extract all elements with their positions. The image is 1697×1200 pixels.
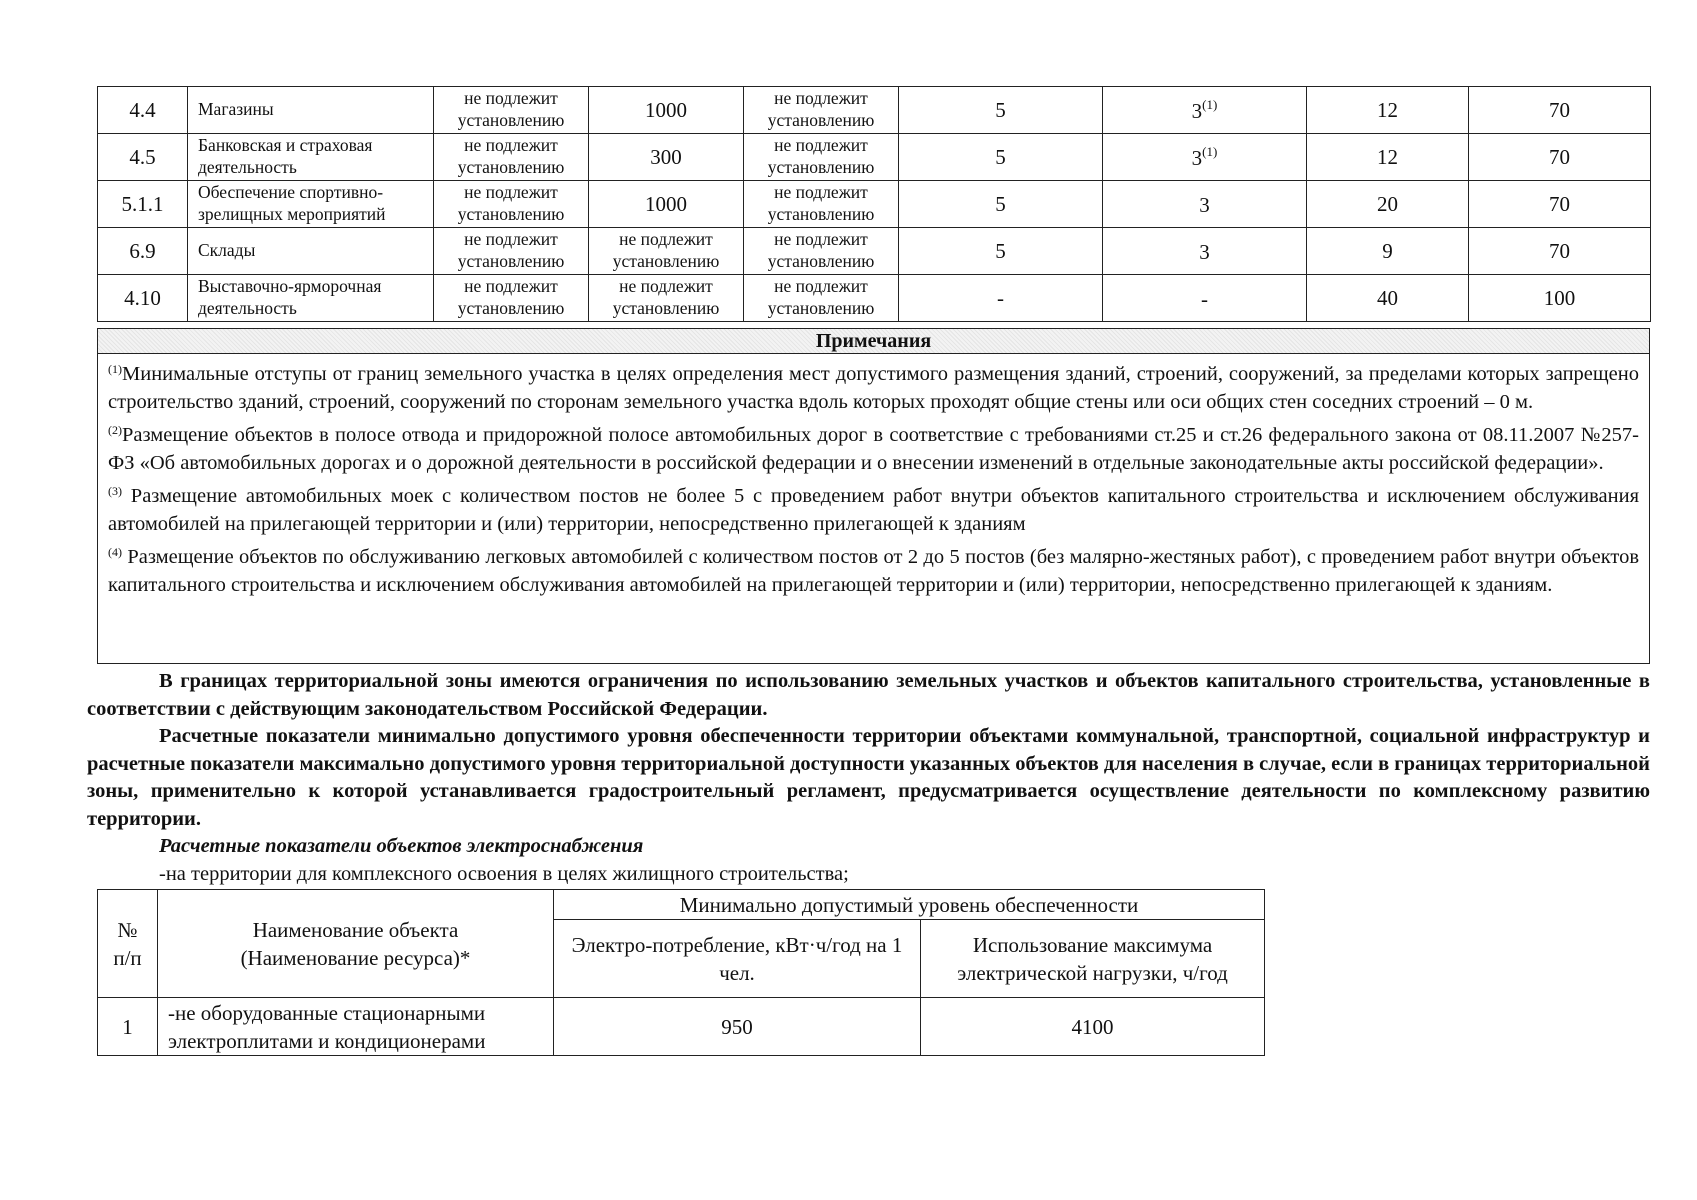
note-text: Размещение объектов по обслуживанию легковых автомобилей с количеством постов от 2 до 5 постов (без малярно-жестяных работ), с проведением работ внутри объектов капитального строительства и исключением обслуживания автомобилей на прилегающей территории и (или) территории, непосредственно прилегающей к зданиям. — [108, 546, 1639, 596]
cell-min-area — [589, 134, 744, 181]
note-text: Размещение объектов в полосе отвода и придорожной полосе автомобильных дорог в соответствие с требованиями ст.25 и ст.26 федерального закона от 08.11.2007 №257-ФЗ «Об автомобильных дорогах и о дорожной деятельности в российской федерации и о внесении изменений в отдельные законодательные акты российской федерации». — [108, 424, 1639, 474]
cell-text: не подлежит установлению — [457, 182, 565, 224]
cell-text: Выставочно-ярморочная деятельность — [198, 276, 382, 318]
cell-text: 4.4 — [129, 97, 156, 122]
cell-text: 70 — [1549, 144, 1570, 169]
note-marker: (2) — [108, 423, 122, 437]
cell-text: 40 — [1377, 285, 1398, 310]
cell-name — [188, 275, 434, 322]
cell-floors — [1103, 275, 1307, 322]
cell-code — [98, 181, 188, 228]
row-number: 1 — [98, 998, 158, 1056]
cell-text: 5 — [995, 191, 1006, 216]
cell-max-area-2 — [744, 275, 899, 322]
cell-text: не подлежит установлению — [457, 135, 565, 177]
cell-text: 1000 — [645, 191, 687, 216]
cell-name — [188, 181, 434, 228]
footnote-ref: (1) — [1202, 96, 1218, 112]
cell-max-area — [434, 87, 589, 134]
table-row — [98, 181, 1651, 228]
note-marker: (3) — [108, 484, 122, 498]
cell-height — [1307, 87, 1469, 134]
cell-max-area-2 — [744, 181, 899, 228]
indicators-paragraph: Расчетные показатели минимально допустимого уровня обеспеченности территории объектами коммунальной, транспортной, социальной инфраструктур и расчетные показатели максимально допустимого уровня территориальной доступности указанных объектов для населения в случае, если в границах территориальной зоны, применительно к которой устанавливается градостроительный регламент, предусматривается осуществление деятельности по комплексному развитию территории. — [87, 725, 1650, 830]
header-min-level: Минимально допустимый уровень обеспеченности — [554, 890, 1265, 920]
zoning-parameters-table — [97, 86, 1651, 322]
note-item — [108, 538, 1639, 599]
cell-coverage — [1469, 134, 1651, 181]
table-row — [98, 275, 1651, 322]
cell-text: не подлежит установлению — [767, 276, 875, 318]
cell-text: 3 — [1199, 239, 1210, 264]
cell-text: не подлежит установлению — [457, 88, 565, 130]
cell-floors — [1103, 181, 1307, 228]
cell-text: - — [1201, 286, 1208, 311]
cell-code — [98, 228, 188, 275]
cell-min-area — [589, 87, 744, 134]
cell-floors — [1103, 228, 1307, 275]
header-number: № п/п — [98, 890, 158, 998]
body-text — [87, 668, 1650, 888]
table-row — [98, 87, 1651, 134]
cell-height — [1307, 181, 1469, 228]
cell-max-area — [434, 181, 589, 228]
cell-text: Банковская и страховая деятельность — [198, 135, 373, 177]
cell-text: Обеспечение спортивно-зрелищных мероприятий — [198, 182, 386, 224]
table-row — [98, 134, 1651, 181]
note-item — [108, 477, 1639, 538]
row-max-load-value: 4100 — [921, 998, 1265, 1056]
cell-setback — [899, 275, 1103, 322]
row-object-name: -не оборудованные стационарными электроплитами и кондиционерами — [158, 998, 554, 1056]
cell-setback — [899, 87, 1103, 134]
cell-code — [98, 87, 188, 134]
cell-text: 12 — [1377, 144, 1398, 169]
cell-text: 1000 — [645, 97, 687, 122]
note-item — [108, 355, 1639, 416]
cell-text: 5 — [995, 97, 1006, 122]
cell-max-area — [434, 228, 589, 275]
cell-height — [1307, 228, 1469, 275]
cell-text: не подлежит установлению — [767, 88, 875, 130]
row-consumption-value: 950 — [554, 998, 921, 1056]
cell-text: 300 — [650, 144, 682, 169]
note-text: Размещение автомобильных моек с количеством постов не более 5 с проведением работ внутри объектов капитального строительства и исключением обслуживания автомобилей на прилегающей территории и (или) территории, непосредственно прилегающей к зданиям — [108, 485, 1639, 535]
cell-max-area-2 — [744, 228, 899, 275]
cell-text: 3 — [1199, 192, 1210, 217]
cell-setback — [899, 181, 1103, 228]
note-text: Минимальные отступы от границ земельного участка в целях определения мест допустимого размещения зданий, строений, сооружений, за пределами которых запрещено строительство зданий, строений, сооружений по сторонам земельного участка вдоль которых проходят общие стены или оси общих стен соседних строений – 0 м. — [108, 363, 1639, 413]
cell-min-area — [589, 275, 744, 322]
cell-text: Магазины — [198, 99, 274, 120]
header-consumption: Электро-потребление, кВт·ч/год на 1 чел. — [554, 920, 921, 998]
cell-text: 4.5 — [129, 144, 156, 169]
cell-text: не подлежит установлению — [767, 135, 875, 177]
cell-text: Склады — [198, 240, 256, 261]
cell-text: не подлежит установлению — [457, 229, 565, 271]
cell-text: - — [997, 285, 1004, 310]
cell-text: 3 — [1191, 98, 1203, 123]
cell-coverage — [1469, 228, 1651, 275]
header-max-load: Использование максимума электрической нагрузки, ч/год — [921, 920, 1265, 998]
section-subheading: Расчетные показатели объектов электроснабжения — [159, 835, 644, 857]
table-row — [98, 228, 1651, 275]
cell-height — [1307, 134, 1469, 181]
cell-name — [188, 87, 434, 134]
cell-text: 5 — [995, 144, 1006, 169]
cell-text: 5 — [995, 238, 1006, 263]
notes-list — [97, 353, 1650, 664]
note-marker: (4) — [108, 545, 122, 559]
cell-text: 6.9 — [129, 238, 156, 263]
header-object-name: Наименование объекта (Наименование ресурса)* — [158, 890, 554, 998]
note-marker: (1) — [108, 362, 122, 376]
cell-max-area-2 — [744, 87, 899, 134]
cell-code — [98, 134, 188, 181]
cell-text: 12 — [1377, 97, 1398, 122]
notes-heading: Примечания — [97, 328, 1650, 354]
cell-floors — [1103, 134, 1307, 181]
cell-text: 70 — [1549, 238, 1570, 263]
territory-line: -на территории для комплексного освоения в целях жилищного строительства; — [159, 862, 849, 885]
cell-max-area-2 — [744, 134, 899, 181]
table-row — [98, 998, 1265, 1056]
cell-min-area — [589, 228, 744, 275]
cell-text: не подлежит установлению — [612, 276, 720, 318]
cell-setback — [899, 228, 1103, 275]
cell-setback — [899, 134, 1103, 181]
cell-text: 20 — [1377, 191, 1398, 216]
cell-text: 9 — [1382, 238, 1393, 263]
footnote-ref: (1) — [1202, 143, 1218, 159]
cell-text: не подлежит установлению — [457, 276, 565, 318]
cell-height — [1307, 275, 1469, 322]
cell-code — [98, 275, 188, 322]
cell-text: 100 — [1543, 285, 1576, 310]
cell-coverage — [1469, 87, 1651, 134]
electricity-table — [97, 889, 1265, 1056]
cell-text: 3 — [1191, 145, 1203, 170]
cell-text: не подлежит установлению — [612, 229, 720, 271]
cell-text: 70 — [1549, 191, 1570, 216]
cell-coverage — [1469, 275, 1651, 322]
cell-name — [188, 134, 434, 181]
cell-text: не подлежит установлению — [767, 229, 875, 271]
cell-max-area — [434, 275, 589, 322]
cell-text: 5.1.1 — [121, 191, 164, 216]
cell-text: 4.10 — [124, 285, 161, 310]
cell-coverage — [1469, 181, 1651, 228]
restrictions-paragraph: В границах территориальной зоны имеются ограничения по использованию земельных участков и объектов капитального строительства, установленные в соответствии с действующим законодательством Российской Федерации. — [87, 670, 1650, 720]
note-item — [108, 416, 1639, 477]
cell-max-area — [434, 134, 589, 181]
cell-floors — [1103, 87, 1307, 134]
cell-text: 70 — [1549, 97, 1570, 122]
cell-min-area — [589, 181, 744, 228]
cell-name — [188, 228, 434, 275]
cell-text: не подлежит установлению — [767, 182, 875, 224]
